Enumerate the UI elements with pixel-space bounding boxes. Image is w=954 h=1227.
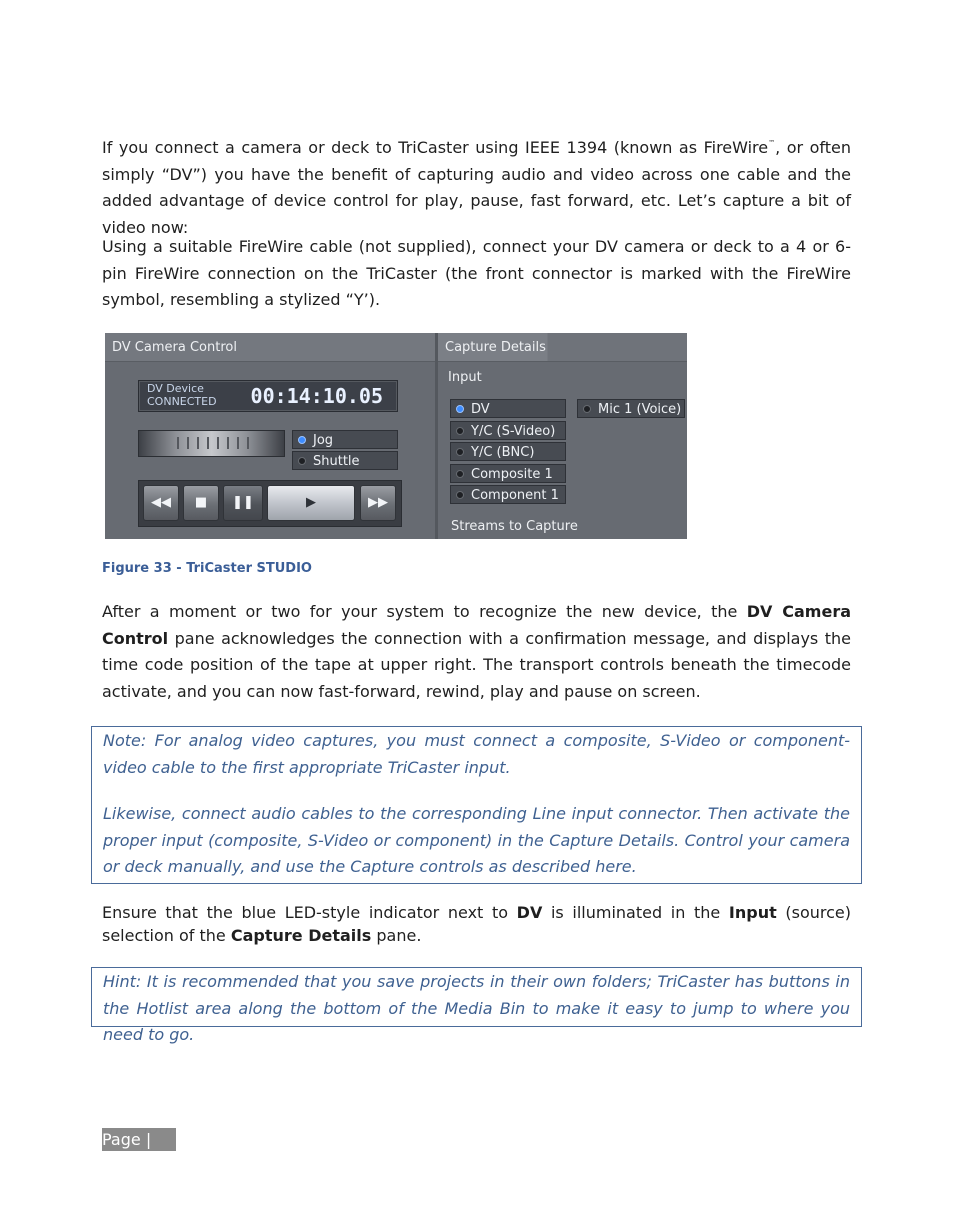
shuttle-option[interactable]: Shuttle xyxy=(292,451,398,470)
figure-caption: Figure 33 - TriCaster STUDIO xyxy=(102,561,312,576)
rewind-button[interactable]: ◀◀ xyxy=(143,485,179,521)
composite-led-icon xyxy=(456,470,464,478)
fast-forward-button[interactable]: ▶▶ xyxy=(360,485,396,521)
input-option-yc-svideo[interactable]: Y/C (S-Video) xyxy=(450,421,566,440)
device-status: DV Device CONNECTED xyxy=(147,382,217,408)
streams-to-capture-label: Streams to Capture xyxy=(451,519,578,534)
note-box xyxy=(91,726,862,884)
play-button[interactable]: ▶ xyxy=(267,485,355,521)
jog-led-icon xyxy=(298,436,306,444)
stop-button[interactable]: ■ xyxy=(183,485,219,521)
intro-paragraph: If you connect a camera or deck to TriCaster using IEEE 1394 (known as FireWire™, or often simply “DV”) you have the benefit of capturing audio and video across one cable and the added advantage of device control for play, pause, fast forward, etc. Let’s capture a bit of video now: xyxy=(102,138,851,237)
input-option-component-1[interactable]: Component 1 xyxy=(450,485,566,504)
page-number: Page | 40 xyxy=(102,1128,176,1151)
shuttle-led-icon xyxy=(298,457,306,465)
dv-led-icon xyxy=(456,405,464,413)
confirmation-paragraph: After a moment or two for your system to recognize the new device, the DV Camera Control pane acknowledges the connection with a confirmation message, and displays the time code position of the tape at upper right. The transport controls beneath the timecode activate, and you can now fast-forward, rewind, play and pause on screen. xyxy=(102,602,852,701)
timecode-display xyxy=(138,380,398,412)
timecode-value: 00:14:10.05 xyxy=(250,384,383,408)
note-paragraph-2: Likewise, connect audio cables to the corresponding Line input connector. Then activate the proper input (composite, S-Video or component) in the Capture Details. Control your camera or deck manually, and use the Capture controls as described here. xyxy=(103,804,850,876)
connect-paragraph: Using a suitable FireWire cable (not supplied), connect your DV camera or deck to a 4 or 6-pin FireWire connection on the TriCaster (the front connector is marked with the FireWire symbol, resembling a stylized “Y’). xyxy=(102,237,851,309)
led-indicator-paragraph: Ensure that the blue LED-style indicator next to DV is illuminated in the Input (source) selection of the Capture Details pane. xyxy=(102,903,852,945)
jog-option[interactable]: Jog xyxy=(292,430,398,449)
jog-wheel[interactable] xyxy=(138,430,285,457)
tricaster-screenshot-figure xyxy=(105,333,687,539)
pause-button[interactable]: ❚❚ xyxy=(223,485,263,521)
hint-paragraph: Hint: It is recommended that you save projects in their own folders; TriCaster has buttons in the Hotlist area along the bottom of the Media Bin to make it easy to jump to where you need to go. xyxy=(103,972,850,1044)
input-option-yc-bnc[interactable]: Y/C (BNC) xyxy=(450,442,566,461)
component-led-icon xyxy=(456,491,464,499)
capture-details-title: Capture Details xyxy=(438,333,687,362)
input-option-composite-1[interactable]: Composite 1 xyxy=(450,464,566,483)
dv-camera-control-pane xyxy=(105,333,435,539)
yc-svideo-led-icon xyxy=(456,427,464,435)
dv-camera-control-title: DV Camera Control xyxy=(105,333,435,362)
audio-option-mic-1[interactable]: Mic 1 (Voice) xyxy=(577,399,685,418)
transport-controls xyxy=(138,480,402,527)
mic-led-icon xyxy=(583,405,591,413)
note-paragraph-1: Note: For analog video captures, you must connect a composite, S-Video or component-video cable to the first appropriate TriCaster input. xyxy=(103,731,850,777)
input-option-dv[interactable]: DV xyxy=(450,399,566,418)
yc-bnc-led-icon xyxy=(456,448,464,456)
input-label: Input xyxy=(448,370,482,385)
hint-box xyxy=(91,967,862,1044)
